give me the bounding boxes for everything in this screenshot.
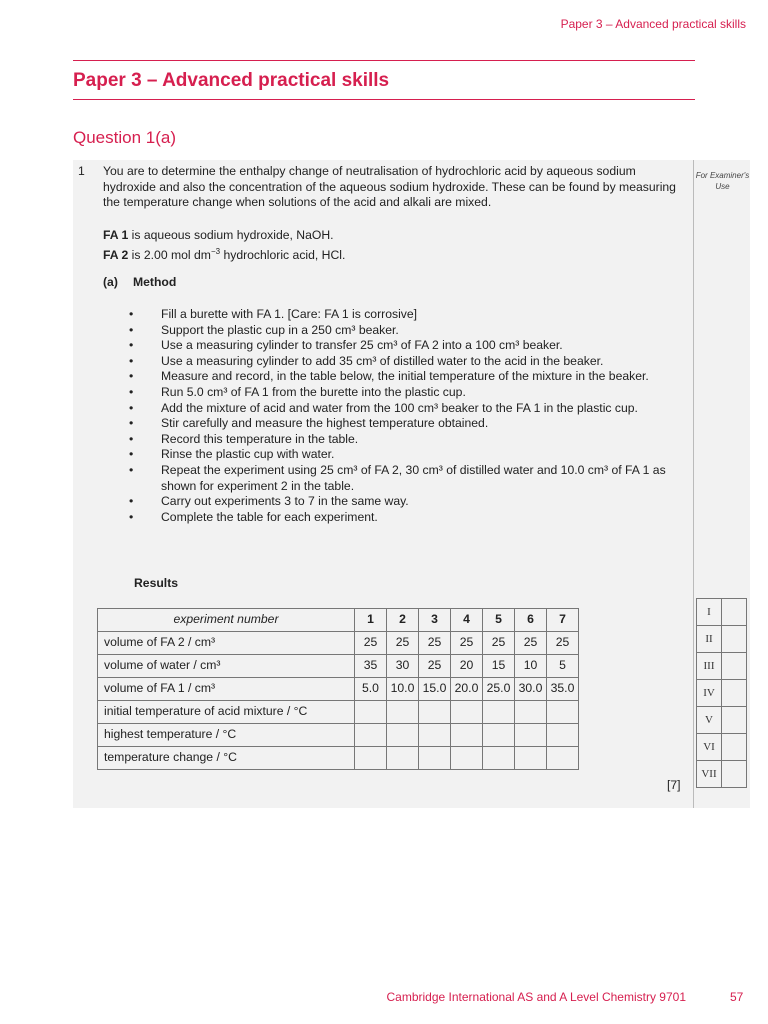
- experiment-number: 7: [547, 609, 579, 632]
- answer-cell[interactable]: [547, 701, 579, 724]
- table-cell: 30.0: [515, 678, 547, 701]
- experiment-number: 6: [515, 609, 547, 632]
- results-table: [97, 608, 579, 770]
- answer-cell[interactable]: [419, 701, 451, 724]
- answer-cell[interactable]: [515, 701, 547, 724]
- examiner-mark-box[interactable]: [722, 761, 747, 788]
- question-number: 1: [78, 164, 85, 178]
- examiner-row: [697, 707, 747, 734]
- answer-cell[interactable]: [547, 724, 579, 747]
- method-step: • Repeat the experiment using 25 cm³ of FA 2, 30 cm³ of distilled water and 10.0 cm³ of FA 1 as shown for experiment 2 in the table.: [129, 463, 689, 494]
- method-step: • Use a measuring cylinder to add 35 cm³ of distilled water to the acid in the beaker.: [129, 354, 689, 370]
- method-step: • Support the plastic cup in a 250 cm³ beaker.: [129, 323, 689, 339]
- answer-cell[interactable]: [515, 724, 547, 747]
- table-row: [98, 701, 579, 724]
- examiner-mark-box[interactable]: [722, 599, 747, 626]
- answer-cell[interactable]: [547, 747, 579, 770]
- examiner-mark-grid: [696, 598, 747, 788]
- method-step: • Complete the table for each experiment.: [129, 510, 689, 526]
- fa1-text: is aqueous sodium hydroxide, NaOH.: [128, 228, 334, 242]
- experiment-number: 3: [419, 609, 451, 632]
- table-cell: 20.0: [451, 678, 483, 701]
- method-step: • Rinse the plastic cup with water.: [129, 447, 689, 463]
- answer-cell[interactable]: [387, 701, 419, 724]
- question-heading: Question 1(a): [73, 128, 176, 147]
- table-cell: 10.0: [387, 678, 419, 701]
- examiner-mark-box[interactable]: [722, 680, 747, 707]
- row-label: highest temperature / °C: [98, 724, 355, 747]
- table-cell: 20: [451, 655, 483, 678]
- page-number: 57: [730, 990, 744, 1004]
- examiner-row: [697, 653, 747, 680]
- fa1-label: FA 1: [103, 228, 129, 242]
- answer-cell[interactable]: [419, 724, 451, 747]
- experiment-number: 5: [483, 609, 515, 632]
- method-step: • Fill a burette with FA 1. [Care: FA 1 is corrosive]: [129, 307, 689, 323]
- table-cell: 35: [355, 655, 387, 678]
- fa2-definition: [103, 244, 345, 264]
- table-cell: 5: [547, 655, 579, 678]
- examiner-margin: [693, 160, 751, 808]
- table-row: [98, 747, 579, 770]
- row-label: volume of FA 1 / cm³: [98, 678, 355, 701]
- table-cell: 25: [515, 632, 547, 655]
- table-cell: 25: [419, 632, 451, 655]
- section-title: Paper 3 – Advanced practical skills: [73, 70, 390, 91]
- examiner-row: [697, 626, 747, 653]
- fa2-label: FA 2: [103, 247, 129, 262]
- table-cell: 25.0: [483, 678, 515, 701]
- table-cell: 25: [483, 632, 515, 655]
- table-cell: 10: [515, 655, 547, 678]
- table-cell: 25: [547, 632, 579, 655]
- table-cell: 15: [483, 655, 515, 678]
- examiner-use-note: For Examiner's Use: [695, 171, 750, 191]
- fa2-text-b: hydrochloric acid, HCl.: [220, 247, 346, 262]
- examiner-box-label: VII: [697, 761, 722, 788]
- experiment-number: 1: [355, 609, 387, 632]
- running-header: Paper 3 – Advanced practical skills: [560, 17, 746, 31]
- method-step: • Run 5.0 cm³ of FA 1 from the burette into the plastic cup.: [129, 385, 689, 401]
- table-cell: 25: [419, 655, 451, 678]
- scanned-question: [73, 160, 750, 808]
- method-step: • Measure and record, in the table below, the initial temperature of the mixture in the beaker.: [129, 369, 689, 385]
- fa2-exponent: −3: [210, 246, 221, 256]
- examiner-box-label: VI: [697, 734, 722, 761]
- table-cell: 5.0: [355, 678, 387, 701]
- method-step: • Use a measuring cylinder to transfer 25 cm³ of FA 2 into a 100 cm³ beaker.: [129, 338, 689, 354]
- answer-cell[interactable]: [355, 724, 387, 747]
- row-label: volume of water / cm³: [98, 655, 355, 678]
- row-label: temperature change / °C: [98, 747, 355, 770]
- table-row: [98, 724, 579, 747]
- answer-cell[interactable]: [483, 724, 515, 747]
- examiner-row: [697, 680, 747, 707]
- title-rule-bottom: [73, 99, 695, 100]
- method-step: • Carry out experiments 3 to 7 in the same way.: [129, 494, 689, 510]
- question-intro: You are to determine the enthalpy change of neutralisation of hydrochloric acid by aqueous sodium hydroxide and also the concentration of the aqueous sodium hydroxide. These can be found by measuring the temperature change when solutions of the acid and alkali are mixed.: [103, 164, 676, 210]
- table-cell: 30: [387, 655, 419, 678]
- answer-cell[interactable]: [451, 747, 483, 770]
- table-cell: 25: [355, 632, 387, 655]
- answer-cell[interactable]: [355, 747, 387, 770]
- header-label: experiment number: [98, 609, 355, 632]
- table-cell: 35.0: [547, 678, 579, 701]
- examiner-row: [697, 734, 747, 761]
- results-heading: Results: [134, 576, 179, 590]
- answer-cell[interactable]: [387, 724, 419, 747]
- table-cell: 25: [451, 632, 483, 655]
- method-step: • Record this temperature in the table.: [129, 432, 689, 448]
- row-label: initial temperature of acid mixture / °C: [98, 701, 355, 724]
- answer-cell[interactable]: [483, 747, 515, 770]
- question-body: [73, 160, 693, 808]
- answer-cell[interactable]: [387, 747, 419, 770]
- examiner-mark-box[interactable]: [722, 653, 747, 680]
- examiner-mark-box[interactable]: [722, 626, 747, 653]
- part-letter: (a): [103, 275, 118, 289]
- examiner-box-label: IV: [697, 680, 722, 707]
- answer-cell[interactable]: [515, 747, 547, 770]
- table-row: [98, 678, 579, 701]
- table-row: [98, 655, 579, 678]
- table-cell: 15.0: [419, 678, 451, 701]
- table-header-row: [98, 609, 579, 632]
- examiner-mark-box[interactable]: [722, 734, 747, 761]
- examiner-row: [697, 599, 747, 626]
- footer-text: Cambridge International AS and A Level Chemistry 9701: [386, 990, 686, 1004]
- examiner-box-label: V: [697, 707, 722, 734]
- table-row: [98, 632, 579, 655]
- examiner-box-label: II: [697, 626, 722, 653]
- answer-cell[interactable]: [483, 701, 515, 724]
- examiner-box-label: I: [697, 599, 722, 626]
- examiner-box-label: III: [697, 653, 722, 680]
- fa2-text-a: is 2.00 mol dm: [128, 247, 211, 262]
- experiment-number: 2: [387, 609, 419, 632]
- method-heading: [103, 275, 176, 291]
- experiment-number: 4: [451, 609, 483, 632]
- method-step: • Add the mixture of acid and water from the 100 cm³ beaker to the FA 1 in the plastic cup.: [129, 401, 689, 417]
- method-step: • Stir carefully and measure the highest temperature obtained.: [129, 416, 689, 432]
- examiner-row: [697, 761, 747, 788]
- reagent-definitions: [103, 228, 345, 263]
- part-title: Method: [133, 275, 177, 289]
- row-label: volume of FA 2 / cm³: [98, 632, 355, 655]
- table-cell: 25: [387, 632, 419, 655]
- title-rule-top: [73, 60, 695, 61]
- answer-cell[interactable]: [355, 701, 387, 724]
- answer-cell[interactable]: [419, 747, 451, 770]
- answer-cell[interactable]: [451, 724, 483, 747]
- examiner-mark-box[interactable]: [722, 707, 747, 734]
- answer-cell[interactable]: [451, 701, 483, 724]
- method-list: [129, 307, 689, 525]
- mark-allocation: [7]: [667, 778, 681, 792]
- fa1-definition: [103, 228, 345, 244]
